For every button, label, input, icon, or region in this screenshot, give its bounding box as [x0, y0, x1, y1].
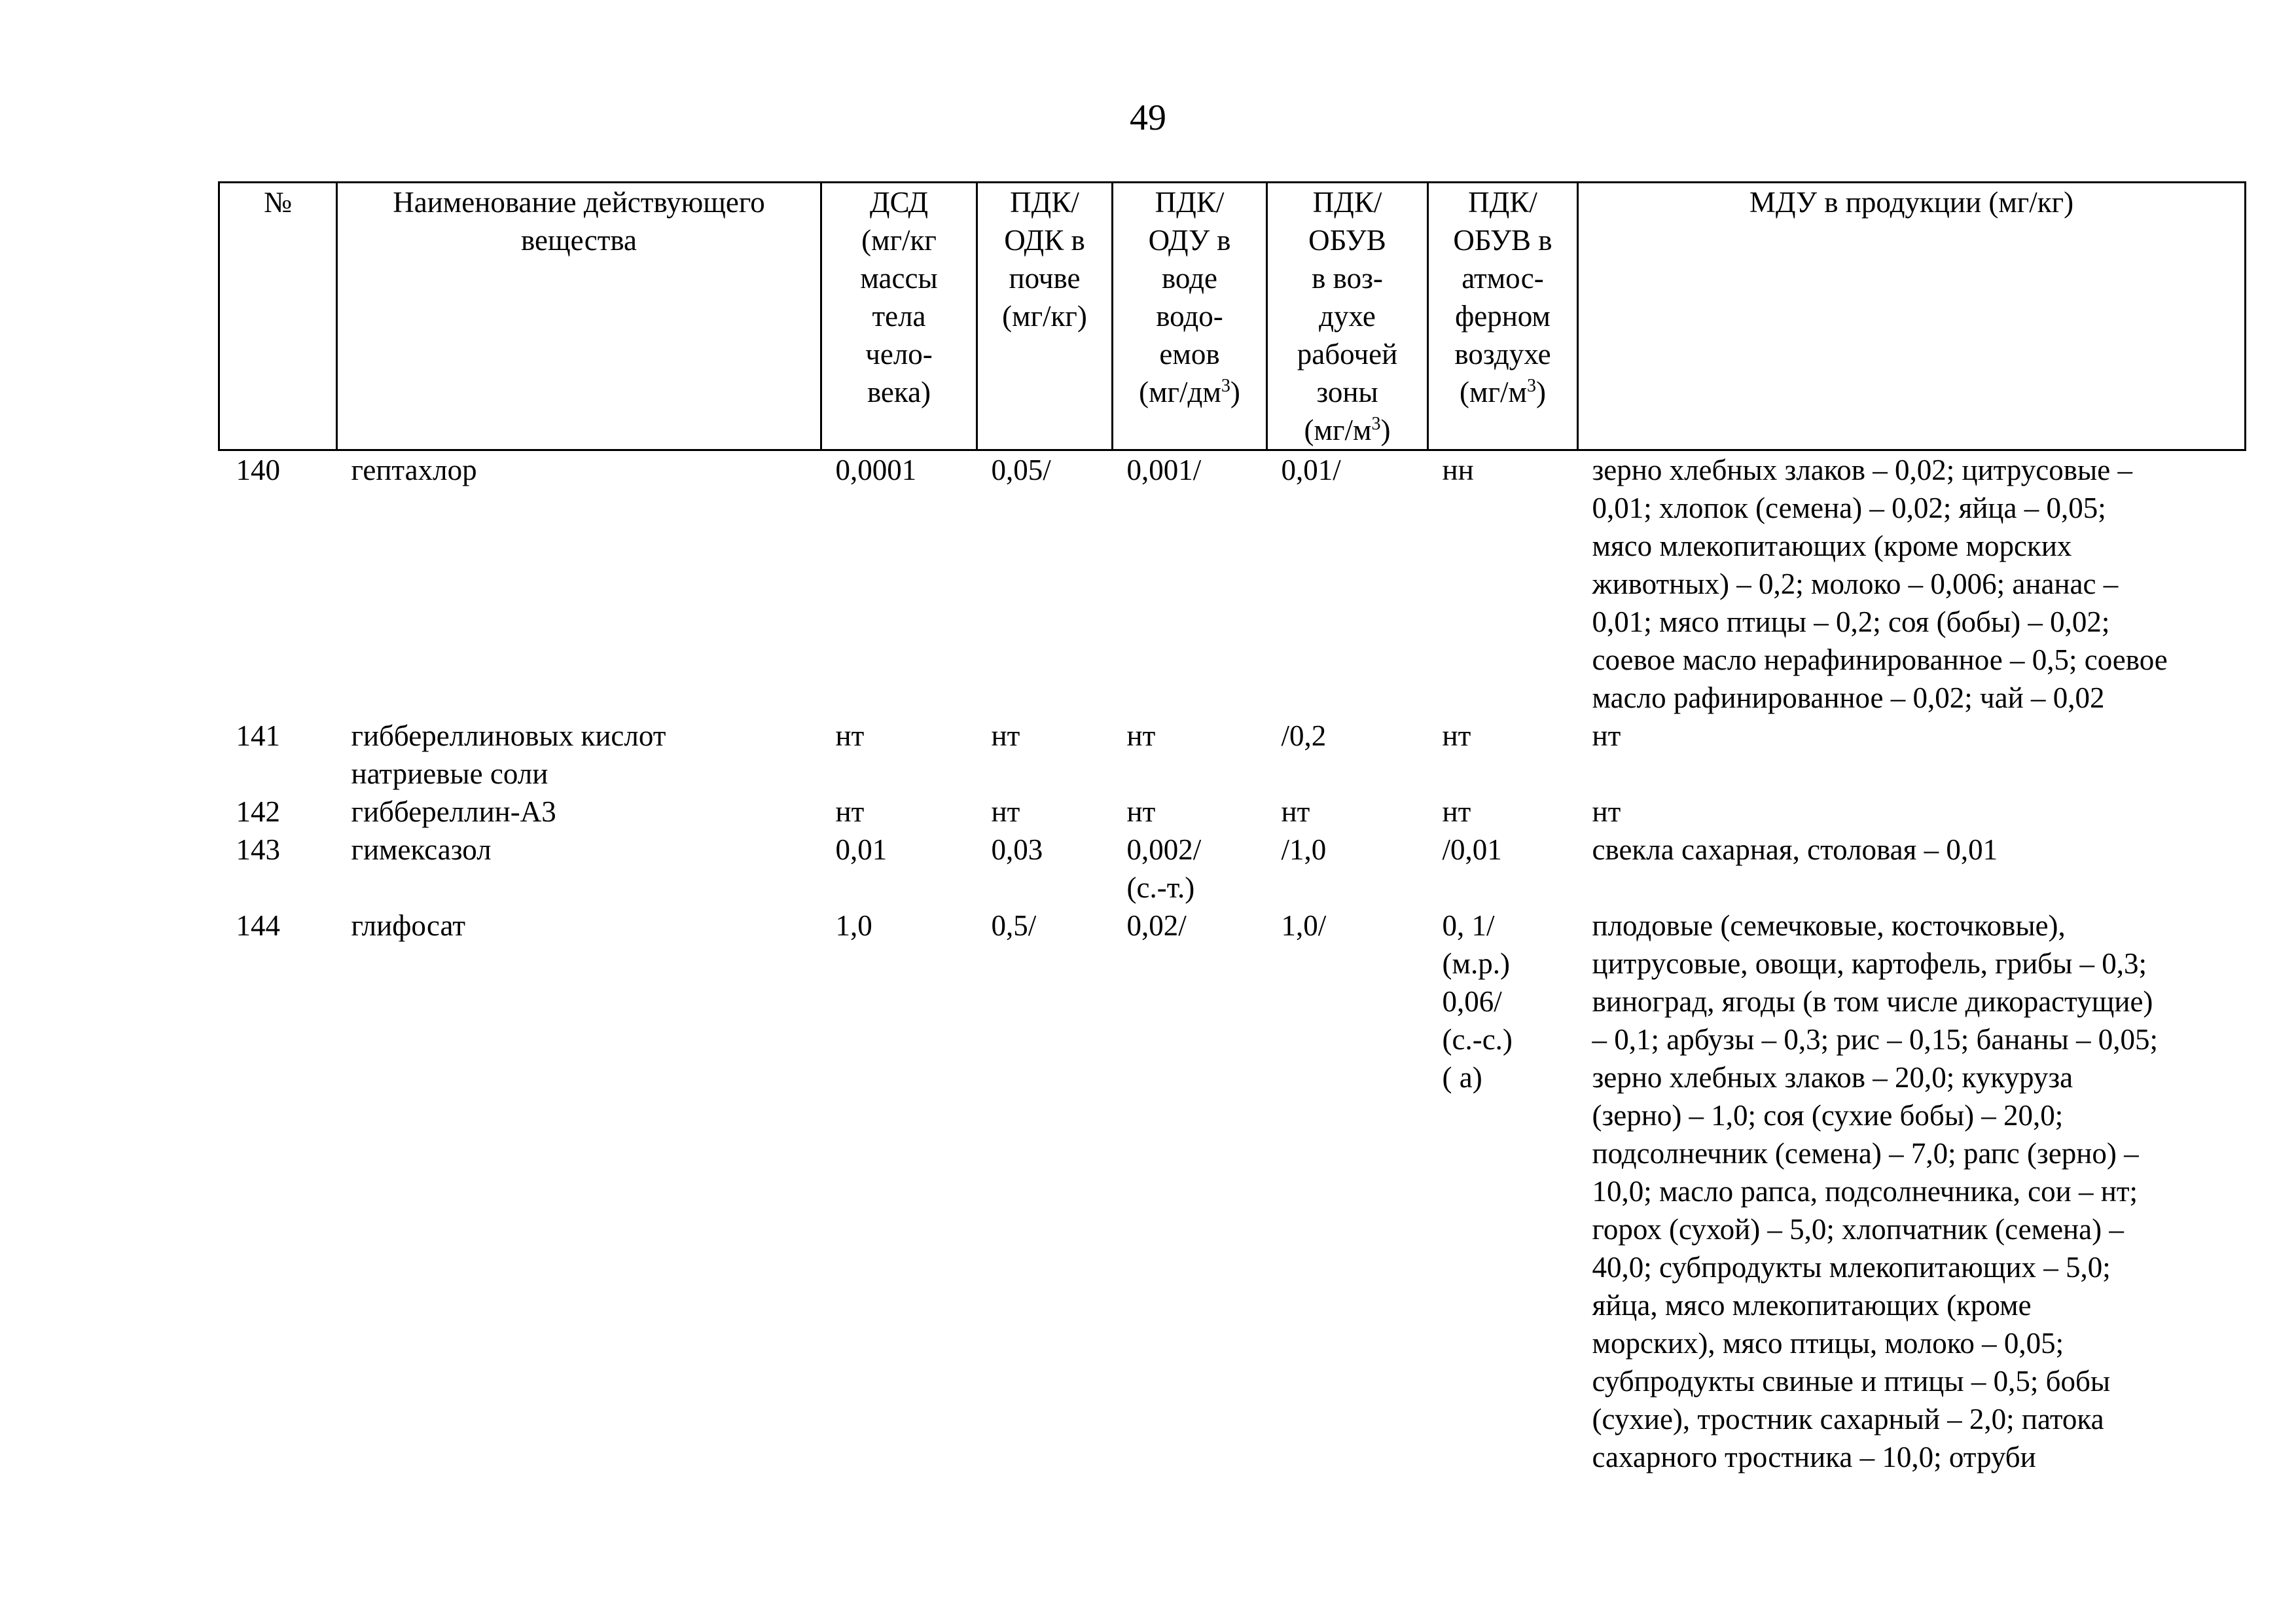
- row-substance-name: глифосат: [351, 909, 465, 942]
- row-pdk-atmosphere: 0, 1/ (м.р.) 0,06/ (с.-с.) ( а): [1442, 909, 1513, 1094]
- row-pdk-water: 0,002/ (с.-т.): [1126, 833, 1202, 904]
- row-dsd: нт: [835, 795, 865, 828]
- row-substance-name: гиббереллиновых кислот натриевые соли: [351, 719, 666, 790]
- row-dsd: 0,01: [835, 833, 888, 866]
- header-pdk-soil: ПДК/ ОДК в почве (мг/кг): [977, 183, 1113, 450]
- row-pdk-atmosphere: нн: [1442, 454, 1474, 486]
- row-dsd: нт: [835, 719, 865, 752]
- row-pdk-work-zone: 1,0/: [1281, 909, 1327, 942]
- row-number: 144: [236, 909, 280, 942]
- table-body: [219, 450, 2246, 1477]
- header-pdk-air-unit: $(мг/м^3)$: [1460, 376, 1546, 408]
- row-pdk-water: 0,001/: [1126, 454, 1202, 486]
- row-substance-name: гимексазол: [351, 833, 492, 866]
- row-pdk-soil: 0,03: [991, 833, 1043, 866]
- table-row: [219, 907, 2246, 1476]
- row-pdk-soil: нт: [991, 719, 1020, 752]
- pesticide-table: [218, 181, 2246, 1476]
- row-pdk-work-zone: нт: [1281, 795, 1310, 828]
- row-pdk-water: нт: [1126, 719, 1156, 752]
- row-pdk-atmosphere: нт: [1442, 719, 1471, 752]
- row-pdk-soil: 0,05/: [991, 454, 1051, 486]
- row-number: 140: [236, 454, 280, 486]
- row-pdk-water: нт: [1126, 795, 1156, 828]
- row-dsd: 0,0001: [835, 454, 917, 486]
- row-pdk-work-zone: /0,2: [1281, 719, 1327, 752]
- header-substance-name: Наименование действующего вещества: [337, 183, 821, 450]
- table-row: [219, 450, 2246, 717]
- row-pdk-work-zone: /1,0: [1281, 833, 1327, 866]
- header-number: №: [219, 183, 337, 450]
- page-number: 49: [1130, 98, 1166, 138]
- row-number: 141: [236, 719, 280, 752]
- row-pdk-atmosphere: нт: [1442, 795, 1471, 828]
- header-dsd: ДСД (мг/кг массы тела чело- века): [821, 183, 977, 450]
- row-mdu: нт: [1592, 719, 1621, 752]
- row-pdk-water: 0,02/: [1126, 909, 1187, 942]
- row-number: 143: [236, 833, 280, 866]
- row-pdk-soil: 0,5/: [991, 909, 1037, 942]
- row-mdu: зерно хлебных злаков – 0,02; цитрусовые – 0,01; хлопок (семена) – 0,02; яйца – 0,05; мясо млекопитающих (кроме морских животных) – 0,2; молоко – 0,006; ананас – 0,01; мясо птицы – 0,2; соя (бобы) – 0,02; соевое масло нерафинированное – 0,5; соевое масло рафинированное – 0,02; чай – 0,02: [1592, 454, 2168, 714]
- table-row: [219, 717, 2246, 793]
- row-number: 142: [236, 795, 280, 828]
- header-pdk-atmosphere: ПДК/ ОБУВ в атмос- ферном воздухе $(мг/м^3)$: [1428, 183, 1578, 450]
- header-pdk-work-unit: $(мг/м^3)$: [1304, 414, 1391, 446]
- row-mdu: нт: [1592, 795, 1621, 828]
- table-header: [219, 183, 2246, 450]
- row-pdk-atmosphere: /0,01: [1442, 833, 1502, 866]
- row-dsd: 1,0: [835, 909, 872, 942]
- header-pdk-work-zone: ПДК/ ОБУВ в воз- духе рабочей зоны $(мг/м^3)$: [1267, 183, 1428, 450]
- header-mdu: МДУ в продукции (мг/кг): [1578, 183, 2246, 450]
- row-mdu: плодовые (семечковые, косточковые), цитрусовые, овощи, картофель, грибы – 0,3; виноград, ягоды (в том числе дикорастущие) – 0,1; арбузы – 0,3; рис – 0,15; бананы – 0,05; зерно хлебных злаков – 20,0; кукуруза (зерно) – 1,0; соя (сухие бобы) – 20,0; подсолнечник (семена) – 7,0; рапс (зерно) – 10,0; масло рапса, подсолнечника, сои – нт; горох (сухой) – 5,0; хлопчатник (семена) – 40,0; субпродукты млекопитающих – 5,0; яйца, мясо млекопитающих (кроме морских), мясо птицы, молоко – 0,05; субпродукты свиные и птицы – 0,5; бобы (сухие), тростник сахарный – 2,0; патока сахарного тростника – 10,0; отруби: [1592, 909, 2158, 1473]
- row-pdk-work-zone: 0,01/: [1281, 454, 1341, 486]
- table-row: [219, 831, 2246, 907]
- table-row: [219, 793, 2246, 831]
- header-pdk-water: ПДК/ ОДУ в воде водо- емов $(мг/дм^3)$: [1113, 183, 1267, 450]
- row-mdu: свекла сахарная, столовая – 0,01: [1592, 833, 1998, 866]
- header-pdk-water-unit: $(мг/дм^3)$: [1139, 376, 1240, 408]
- row-substance-name: гиббереллин-А3: [351, 795, 556, 828]
- row-pdk-soil: нт: [991, 795, 1020, 828]
- row-substance-name: гептахлор: [351, 454, 477, 486]
